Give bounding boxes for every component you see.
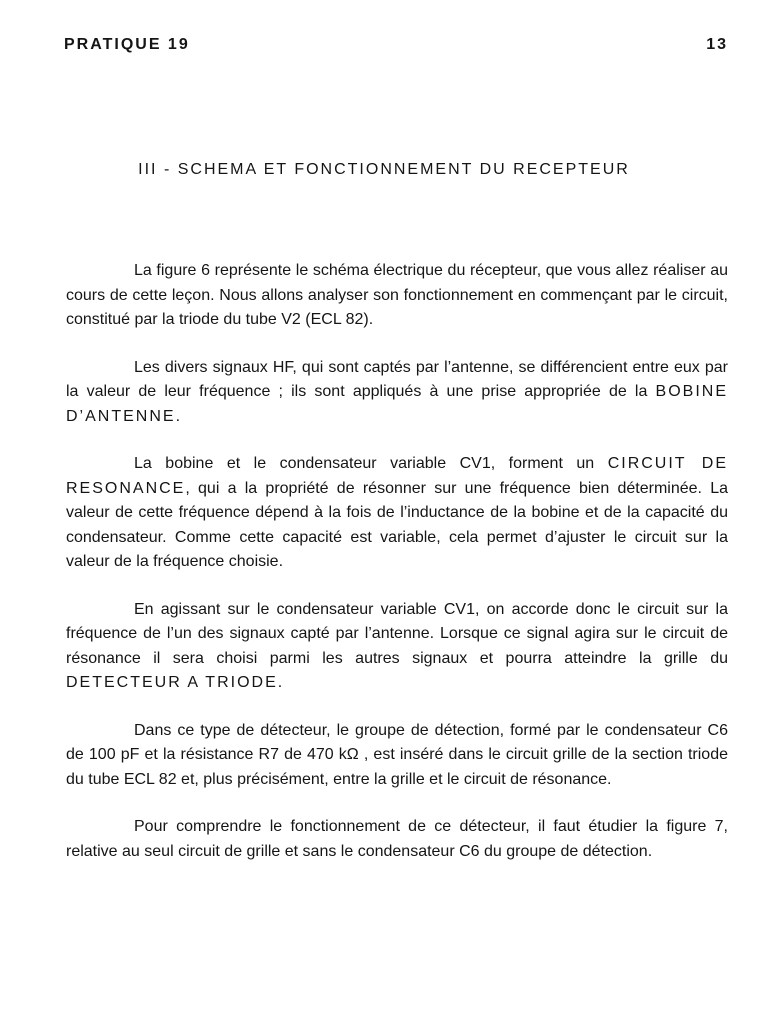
running-head: PRATIQUE 19	[64, 36, 190, 53]
emphasized-term: BOBINE D’ANTENNE	[66, 383, 728, 425]
section-title: III - SCHEMA ET FONCTIONNEMENT DU RECEPTEUR	[138, 161, 630, 178]
paragraph	[66, 452, 728, 575]
paragraph	[66, 719, 728, 793]
paragraph	[66, 259, 728, 333]
paragraph-text: Dans ce type de détecteur, le groupe de détection, formé par le condensateur C6 de 100 pF et la résistance R7 de 470 kΩ , est inséré dans le circuit grille de la section triode du tube ECL 82 et, plus précisément, entre la grille et le circuit de résonance.	[66, 721, 728, 788]
paragraph-text: , qui a la propriété de résonner sur une fréquence bien déterminée. La valeur de cette fréquence dépend à la fois de l’inductance de la bobine et de la capacité du condensateur. Comme cette capacité est variable, cela permet d’ajuster le circuit sur la valeur de la fréquence choisie.	[66, 479, 728, 570]
paragraph	[66, 815, 728, 864]
paragraph-text: En agissant sur le condensateur variable CV1, on accorde donc le circuit sur la fréquence de l’un des signaux capté par l’antenne. Lorsque ce signal agira sur le circuit de résonance il sera choisi parmi les autres signaux et pourra atteindre la grille du	[66, 600, 728, 667]
paragraph-text: .	[277, 674, 283, 691]
paragraph	[66, 356, 728, 430]
paragraph-text: .	[175, 407, 181, 425]
page-number: 13	[706, 36, 728, 53]
paragraph-text: La bobine et le condensateur variable CV1, forment un	[134, 455, 608, 472]
emphasized-term: DETECTEUR A TRIODE	[66, 674, 278, 691]
paragraph-text: Les divers signaux HF, qui sont captés par l’antenne, se différencient entre eux par la valeur de leur fréquence ; ils sont appliqués à une prise appropriée de la	[66, 358, 728, 400]
paragraph	[66, 598, 728, 696]
paragraph-text: La figure 6 représente le schéma électrique du récepteur, que vous allez réaliser au cours de cette leçon. Nous allons analyser son fonctionnement en commençant par le circuit, constitué par la triode du tube V2 (ECL 82).	[66, 262, 728, 328]
emphasized-term: CIRCUIT DE RESONANCE	[66, 455, 729, 497]
page-header	[64, 36, 728, 54]
paragraph-text: Pour comprendre le fonctionnement de ce détecteur, il faut étudier la figure 7, relative au seul circuit de grille et sans le condensateur C6 du groupe de détection.	[66, 818, 728, 860]
body-text	[66, 259, 728, 887]
